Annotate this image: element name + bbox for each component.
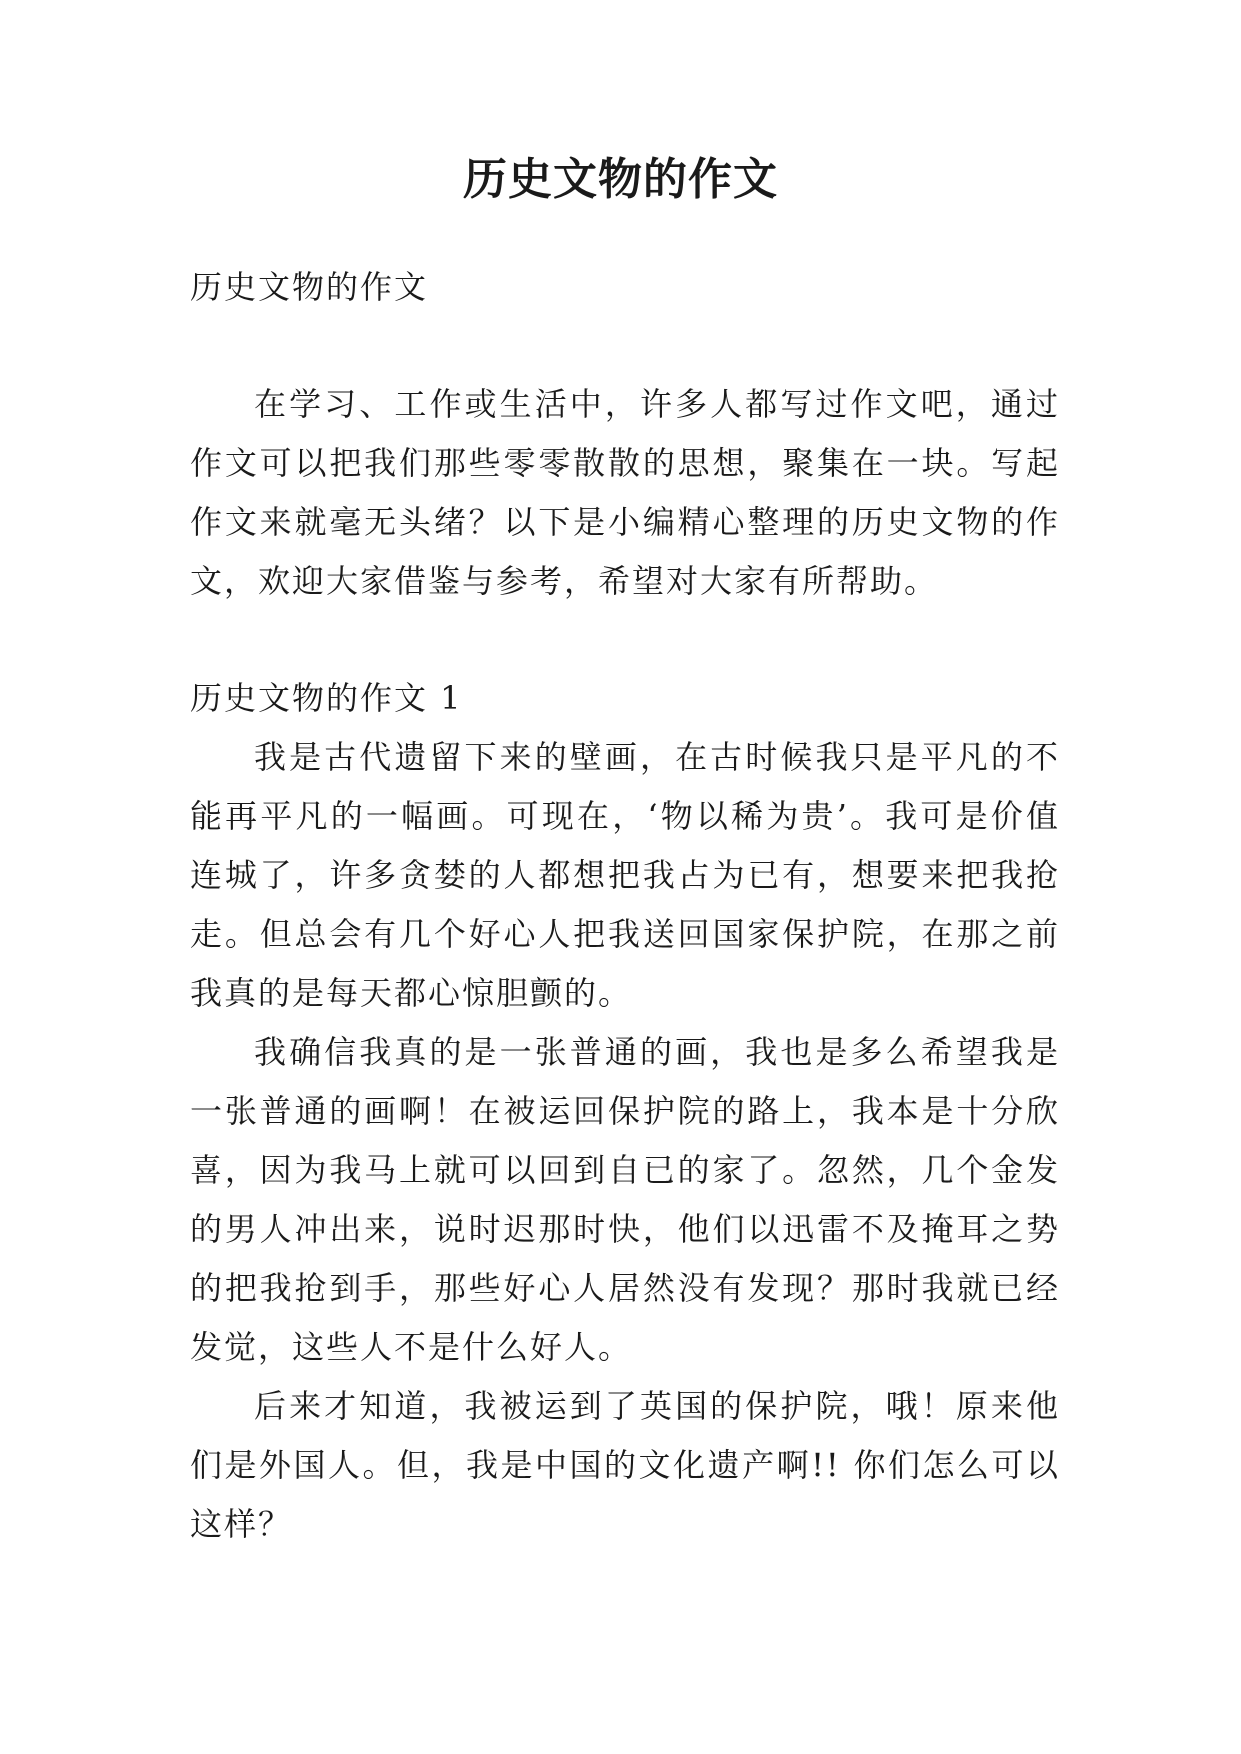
spacer	[190, 317, 1060, 375]
intro-paragraph: 在学习、工作或生活中，许多人都写过作文吧，通过作文可以把我们那些零零散散的思想，聚集在一块。写起作文来就毫无头绪？以下是小编精心整理的历史文物的作文，欢迎大家借鉴与参考，希望对大家有所帮助。	[190, 385, 1060, 600]
document-body	[190, 258, 1060, 1554]
document-subtitle: 历史文物的作文	[190, 268, 429, 306]
spacer	[190, 611, 1060, 669]
section-heading: 历史文物的作文 1	[190, 679, 463, 717]
body-paragraph: 我确信我真的是一张普通的画，我也是多么希望我是一张普通的画啊！在被运回保护院的路上，我本是十分欣喜，因为我马上就可以回到自已的家了。忽然，几个金发的男人冲出来，说时迟那时快，他们以迅雷不及掩耳之势的把我抢到手，那些好心人居然没有发现？那时我就已经发觉，这些人不是什么好人。	[190, 1033, 1060, 1366]
body-paragraph: 我是古代遗留下来的壁画，在古时候我只是平凡的不能再平凡的一幅画。可现在，‘物以稀为贵’。我可是价值连城了，许多贪婪的人都想把我占为已有，想要来把我抢走。但总会有几个好心人把我送回国家保护院，在那之前我真的是每天都心惊胆颤的。	[190, 738, 1060, 1012]
body-paragraph: 后来才知道，我被运到了英国的保护院，哦！原来他们是外国人。但，我是中国的文化遗产啊!! 你们怎么可以这样？	[190, 1387, 1060, 1543]
document-title: 历史文物的作文	[463, 154, 778, 205]
